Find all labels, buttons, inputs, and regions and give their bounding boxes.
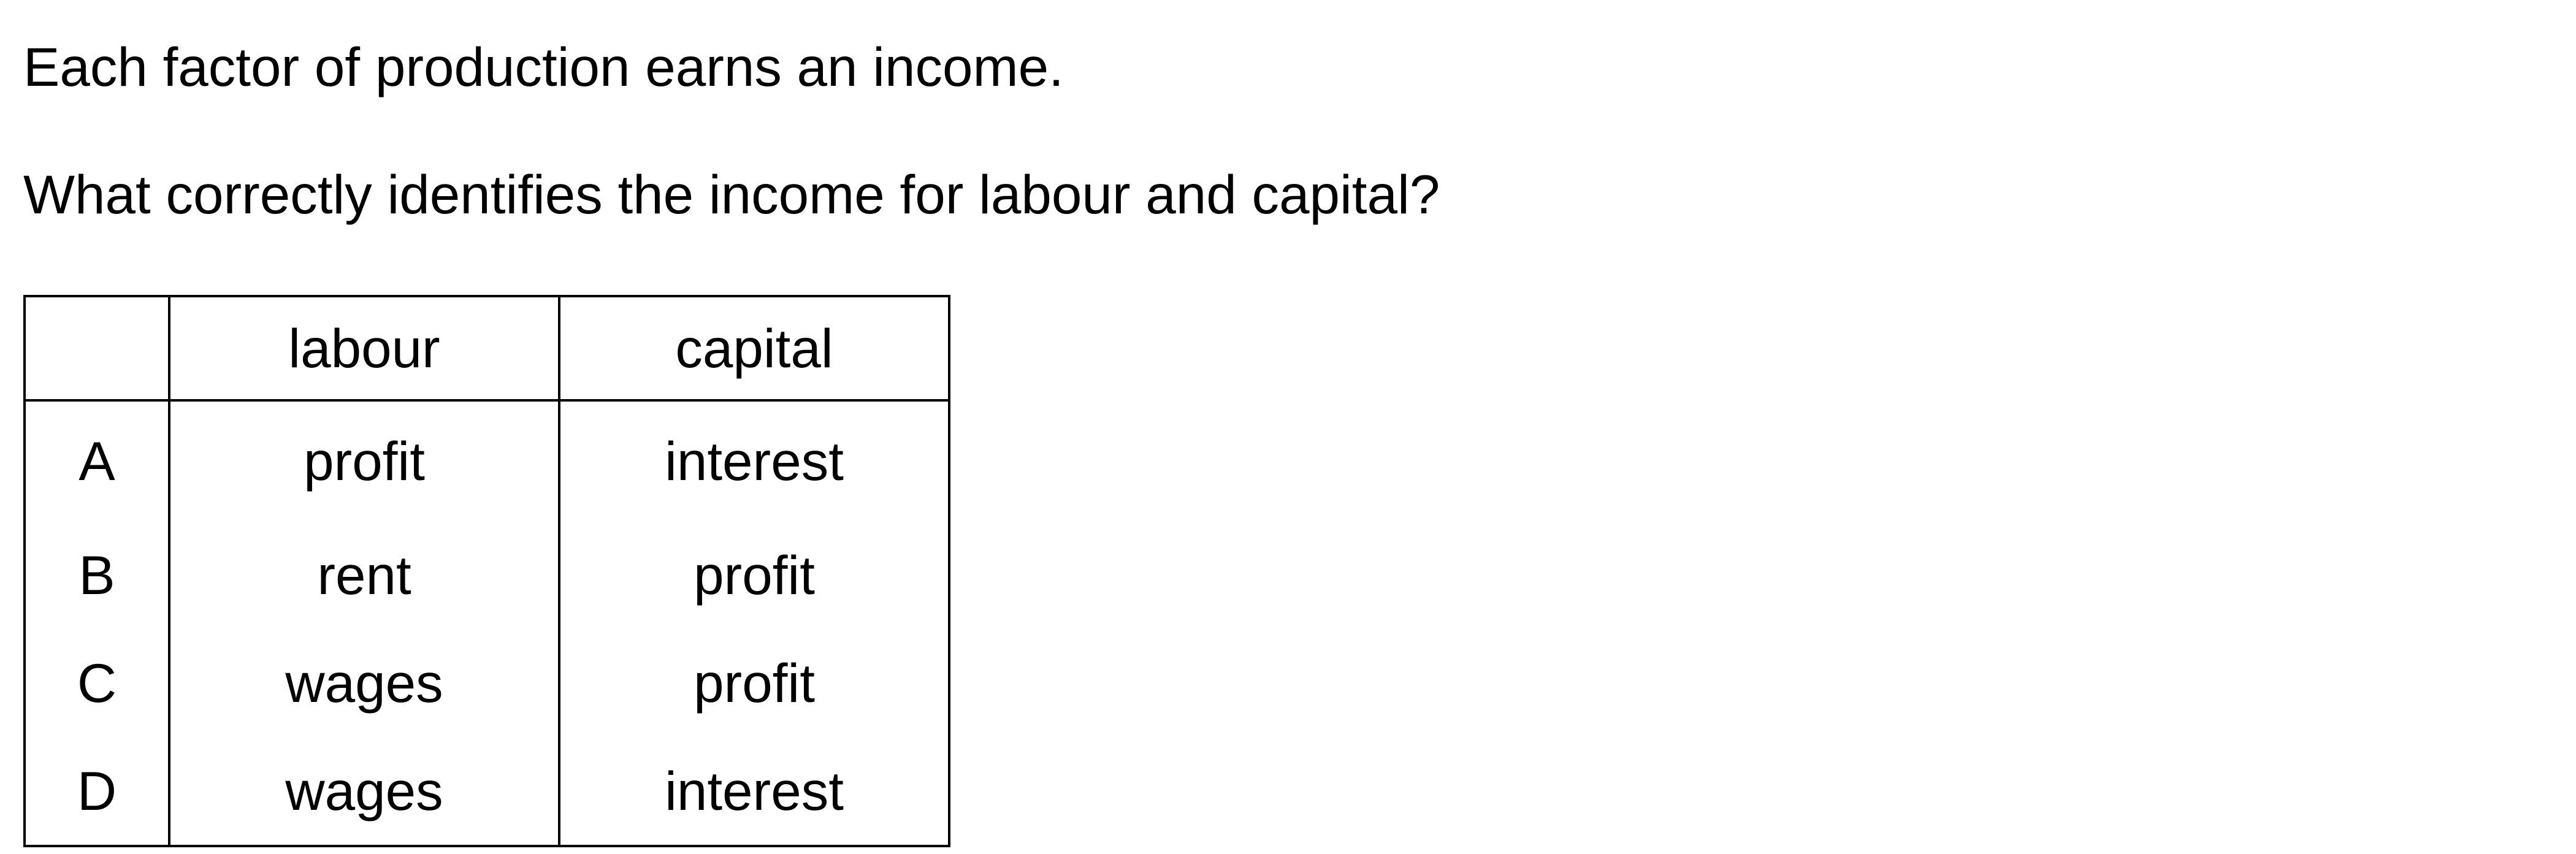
header-blank-cell	[25, 296, 169, 400]
intro-text: Each factor of production earns an income.	[23, 36, 1064, 97]
header-labour: labour	[169, 296, 559, 400]
option-key: B	[25, 521, 169, 629]
option-row-d	[25, 737, 949, 846]
labour-cell: wages	[169, 737, 559, 846]
option-key: D	[25, 737, 169, 846]
labour-cell: wages	[169, 629, 559, 737]
labour-cell: profit	[169, 400, 559, 521]
header-capital: capital	[559, 296, 949, 400]
labour-cell: rent	[169, 521, 559, 629]
capital-cell: interest	[559, 737, 949, 846]
table-header-row	[25, 296, 949, 400]
option-row-c	[25, 629, 949, 737]
capital-cell: profit	[559, 521, 949, 629]
capital-cell: profit	[559, 629, 949, 737]
option-key: C	[25, 629, 169, 737]
capital-cell: interest	[559, 400, 949, 521]
answer-options-table	[23, 295, 950, 847]
option-row-b	[25, 521, 949, 629]
question-text: What correctly identifies the income for labour and capital?	[23, 164, 1440, 225]
option-row-a	[25, 400, 949, 521]
option-key: A	[25, 400, 169, 521]
